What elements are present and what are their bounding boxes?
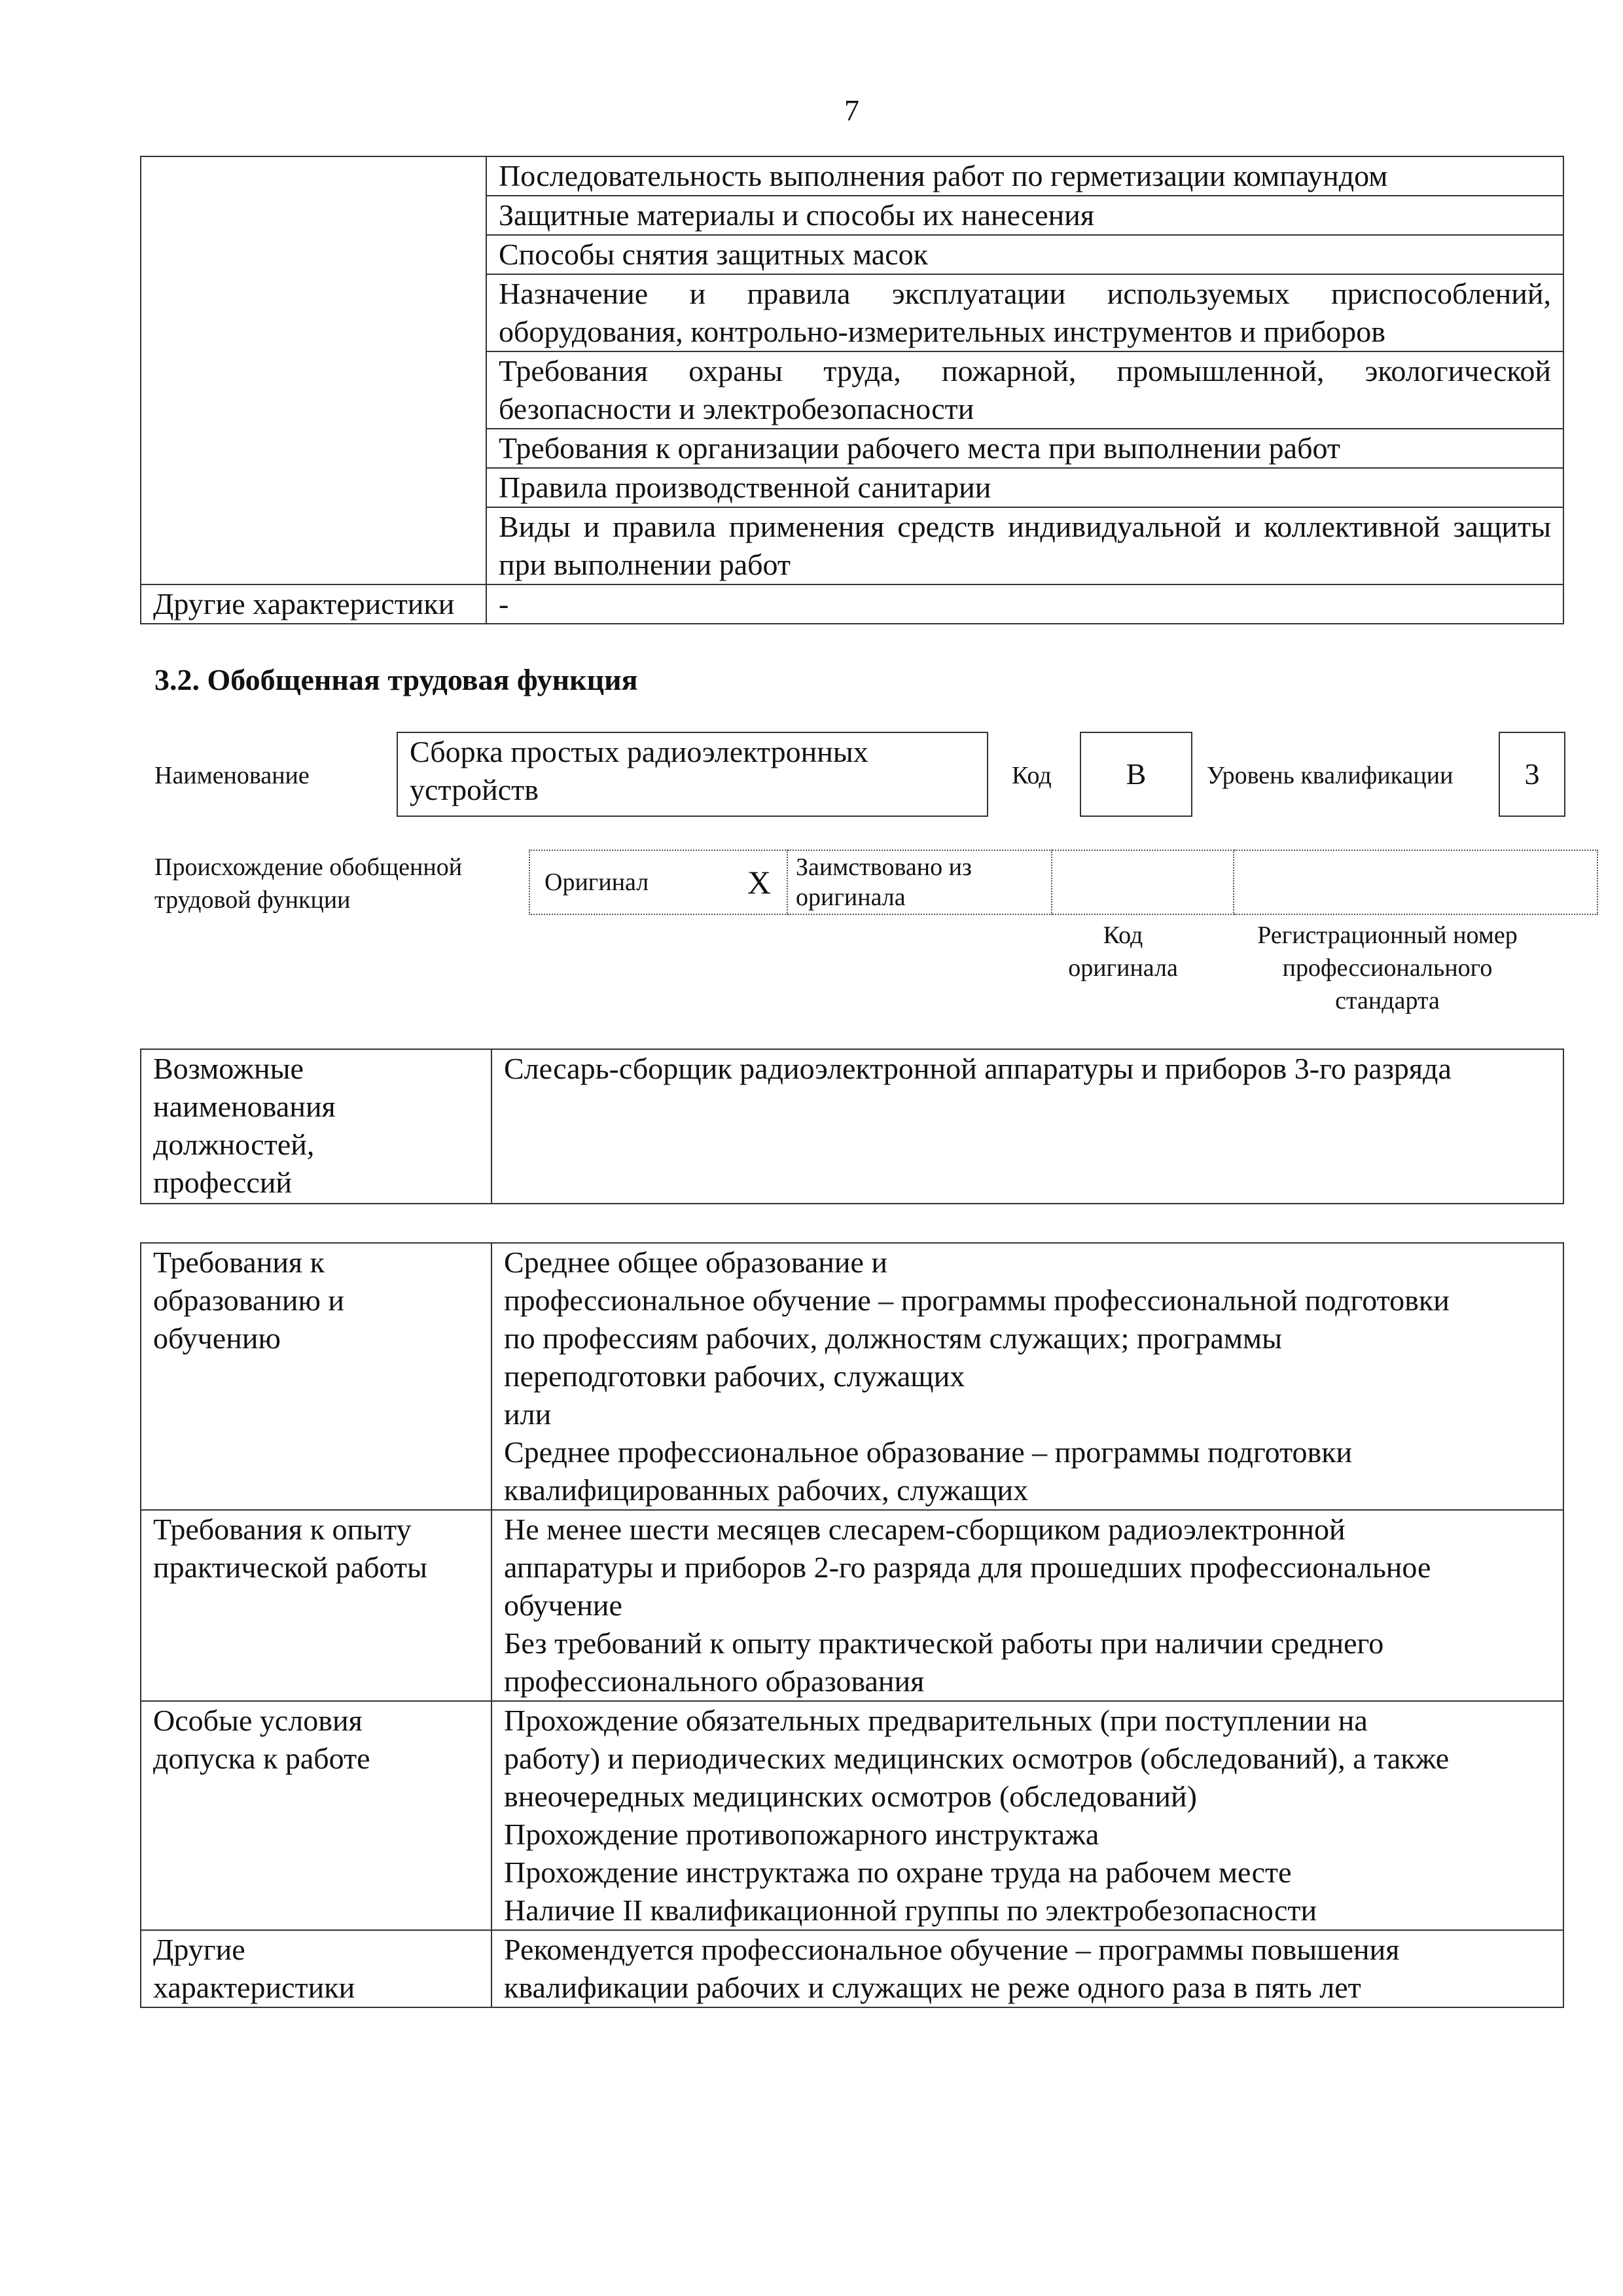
origin-table (529, 850, 1598, 915)
value-line: квалифицированных рабочих, служащих (504, 1473, 1029, 1507)
value-line: работу) и периодических медицинских осмотров (обследований), а также (504, 1742, 1450, 1775)
knowledge-table (140, 156, 1564, 624)
table-cell-right: Назначение и правила эксплуатации используемых приспособлений, оборудования, контрольно-измерительных инструментов и приборов (486, 274, 1563, 351)
section-heading: 3.2. Обобщенная трудовая функция (154, 663, 638, 696)
origin-label-line: трудовой функции (154, 886, 351, 914)
level-label: Уровень квалификации (1207, 762, 1454, 789)
value-line: внеочередных медицинских осмотров (обследований) (504, 1780, 1197, 1813)
table-row (141, 1049, 1563, 1204)
origin-label (154, 851, 462, 916)
table-cell-right: Правила производственной санитарии (486, 468, 1563, 507)
positions-table (140, 1049, 1564, 1204)
label-line: характеристики (153, 1971, 355, 2004)
value-line: Не менее шести месяцев слесарем-сборщиком радиоэлектронной (504, 1513, 1346, 1546)
table-cell-right: - (486, 584, 1563, 624)
code-label: Код (1012, 762, 1052, 789)
caption-original-code (1038, 919, 1208, 984)
caption-line: стандарта (1335, 987, 1440, 1014)
table-cell-value (491, 1701, 1563, 1930)
table-cell-left (141, 156, 486, 584)
label-line: Требования к опыту (153, 1513, 412, 1546)
table-cell-label (141, 1243, 491, 1510)
borrowed-label-line: оригинала (796, 884, 906, 911)
caption-line: оригинала (1068, 954, 1178, 982)
label-line: наименования (153, 1090, 336, 1123)
value-line: Прохождение обязательных предварительных (при поступлении на (504, 1704, 1368, 1737)
level-value-box: 3 (1499, 732, 1565, 817)
table-row (141, 1510, 1563, 1701)
value-line: профессиональное обучение – программы профессиональной подготовки (504, 1283, 1450, 1317)
value-line: Рекомендуется профессиональное обучение – программы повышения (504, 1933, 1400, 1966)
value-line: по профессиям рабочих, должностям служащих; программы (504, 1321, 1282, 1355)
borrowed-label-line: Заимствовано из (796, 853, 972, 881)
table-cell-label (141, 1930, 491, 2007)
value-line: или (504, 1397, 552, 1431)
registration-number-cell (1234, 850, 1597, 914)
label-line: образованию и (153, 1283, 344, 1317)
table-cell-value (491, 1243, 1563, 1510)
table-cell-value: Слесарь-сборщик радиоэлектронной аппаратуры и приборов 3-го разряда (491, 1049, 1563, 1204)
requirements-table (140, 1242, 1564, 2008)
name-label: Наименование (154, 762, 310, 789)
caption-line: Регистрационный номер (1257, 922, 1518, 949)
table-cell-right: Требования охраны труда, пожарной, промышленной, экологической безопасности и электробезопасности (486, 351, 1563, 429)
table-row (141, 1701, 1563, 1930)
table-cell-right: Способы снятия защитных масок (486, 235, 1563, 274)
caption-line: профессионального (1282, 954, 1493, 982)
caption-line: Код (1103, 922, 1143, 949)
table-row (141, 1930, 1563, 2007)
value-line: Без требований к опыту практической работы при наличии среднего (504, 1626, 1384, 1660)
label-line: Возможные (153, 1052, 304, 1085)
name-value-box: Сборка простых радиоэлектронных устройств (397, 732, 988, 817)
value-line: Среднее общее образование и (504, 1246, 888, 1279)
table-cell-label (141, 1701, 491, 1930)
value-line: квалификации рабочих и служащих не реже одного раза в пять лет (504, 1971, 1361, 2004)
original-code-cell (1052, 850, 1234, 914)
label-line: допуска к работе (153, 1742, 370, 1775)
label-line: Требования к (153, 1246, 325, 1279)
value-line: Прохождение противопожарного инструктажа (504, 1818, 1099, 1851)
page-number: 7 (844, 94, 859, 127)
label-line: обучению (153, 1321, 281, 1355)
table-cell-right: Требования к организации рабочего места при выполнении работ (486, 429, 1563, 468)
table-row (141, 584, 1563, 624)
label-line: Другие (153, 1933, 245, 1966)
label-line: практической работы (153, 1551, 427, 1584)
label-line: должностей, (153, 1128, 315, 1161)
value-line: Прохождение инструктажа по охране труда на рабочем месте (504, 1856, 1292, 1889)
table-cell-right: Последовательность выполнения работ по герметизации компаундом (486, 156, 1563, 196)
value-line: Среднее профессиональное образование – программы подготовки (504, 1435, 1353, 1469)
table-cell-label (141, 1510, 491, 1701)
caption-registration-number (1211, 919, 1564, 1017)
original-mark: X (747, 864, 771, 901)
original-cell (529, 850, 787, 914)
table-cell-right: Виды и правила применения средств индивидуальной и коллективной защиты при выполнении работ (486, 507, 1563, 584)
value-line: Наличие II квалификационной группы по электробезопасности (504, 1893, 1317, 1927)
value-line: обучение (504, 1588, 622, 1622)
table-row (141, 1243, 1563, 1510)
code-value-box: B (1080, 732, 1192, 817)
table-row (529, 850, 1597, 914)
label-line: профессий (153, 1166, 293, 1199)
table-cell-value (491, 1930, 1563, 2007)
borrowed-cell (787, 850, 1052, 914)
original-label: Оригинал (544, 869, 649, 896)
table-cell-right: Защитные материалы и способы их нанесения (486, 196, 1563, 235)
value-line: профессионального образования (504, 1664, 925, 1698)
label-line: Особые условия (153, 1704, 363, 1737)
value-line: аппаратуры и приборов 2-го разряда для прошедших профессиональное (504, 1551, 1431, 1584)
table-cell-left: Другие характеристики (141, 584, 486, 624)
table-cell-value (491, 1510, 1563, 1701)
origin-label-line: Происхождение обобщенной (154, 853, 463, 881)
value-line: переподготовки рабочих, служащих (504, 1359, 965, 1393)
table-row (141, 156, 1563, 196)
table-cell-label (141, 1049, 491, 1204)
